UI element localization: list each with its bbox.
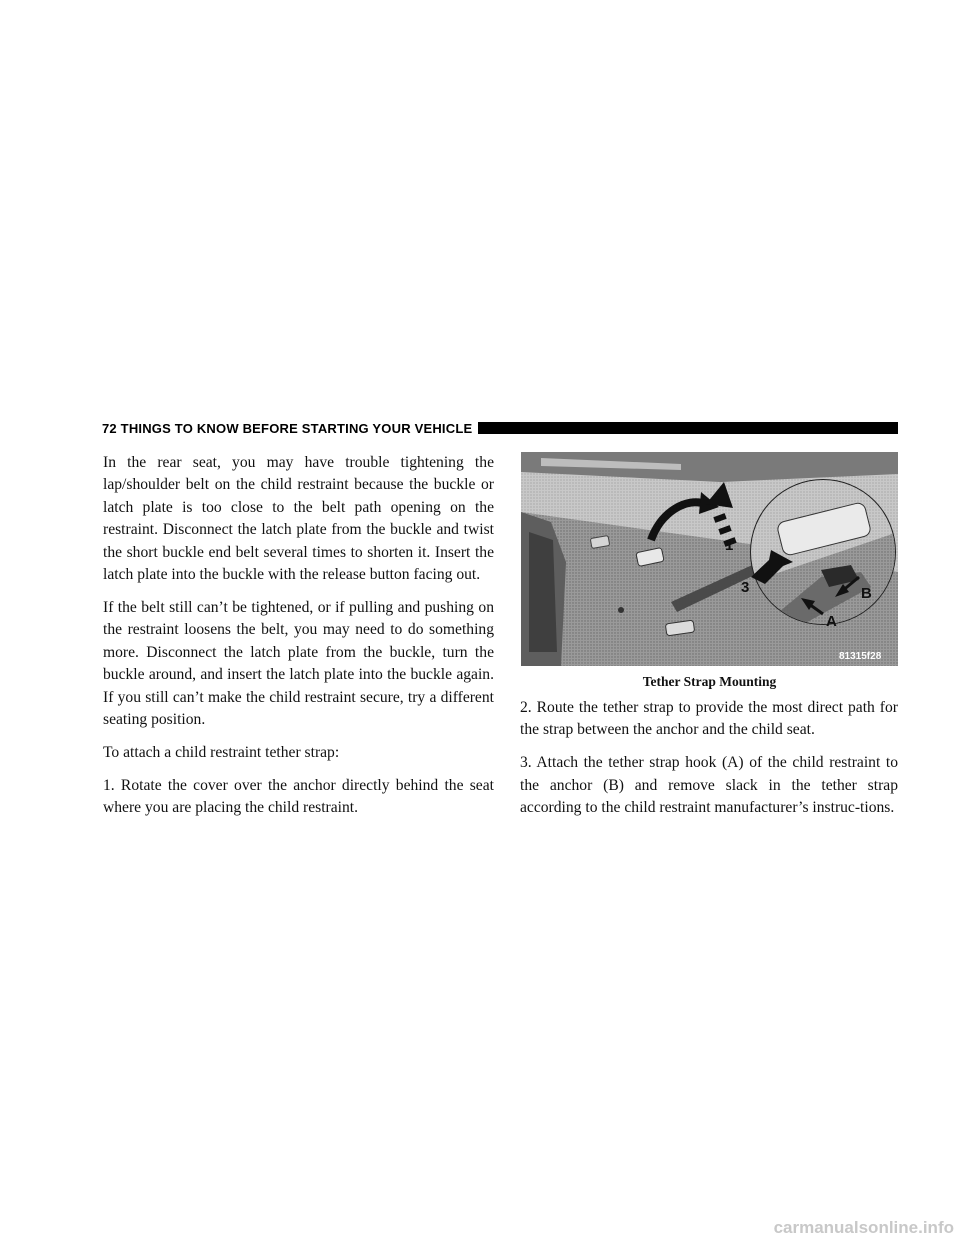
label-step-3: 3 xyxy=(741,579,750,596)
paragraph: If the belt still can’t be tightened, or if pulling and pushing on the restraint loosens the belt, you may need to do something more. Disconnect the latch plate from the buckle, turn the buckle around, and insert the latch plate into the buckle again. If you still can’t make the child restraint secure, try a different seating position. xyxy=(103,598,494,728)
header-rule xyxy=(478,422,898,434)
paragraph: 1. Rotate the cover over the anchor directly behind the seat where you are placing the child restraint. xyxy=(103,776,494,817)
label-step-1: 1 xyxy=(725,537,734,554)
page-header xyxy=(102,418,898,438)
paragraph: 2. Route the tether strap to provide the most direct path for the strap between the anchor and the child seat. xyxy=(520,699,898,739)
label-hook-a: A xyxy=(826,613,837,630)
label-anchor-b: B xyxy=(861,585,872,602)
figure-code: 81315f28 xyxy=(839,651,882,662)
tether-strap-illustration xyxy=(521,452,898,666)
paragraph: 3. Attach the tether strap hook (A) of the child restraint to the anchor (B) and remove slack in the tether strap according to the child restraint manufacturer’s instruc-tions. xyxy=(520,754,898,817)
left-column xyxy=(103,452,494,830)
watermark: carmanualsonline.info xyxy=(773,1218,954,1237)
paragraph: To attach a child restraint tether strap: xyxy=(103,743,340,761)
figure-caption: Tether Strap Mounting xyxy=(642,674,777,689)
paragraph: In the rear seat, you may have trouble tightening the lap/shoulder belt on the child restraint because the buckle or latch plate is too close to the belt path opening on the restraint. Disconnect the latch plate from the buckle and twist the short buckle end belt several times to shorten it. Insert the latch plate into the buckle with the release button facing out. xyxy=(103,454,494,584)
page-header-text: 72 THINGS TO KNOW BEFORE STARTING YOUR VEHICLE xyxy=(102,420,473,436)
right-column xyxy=(520,697,898,830)
